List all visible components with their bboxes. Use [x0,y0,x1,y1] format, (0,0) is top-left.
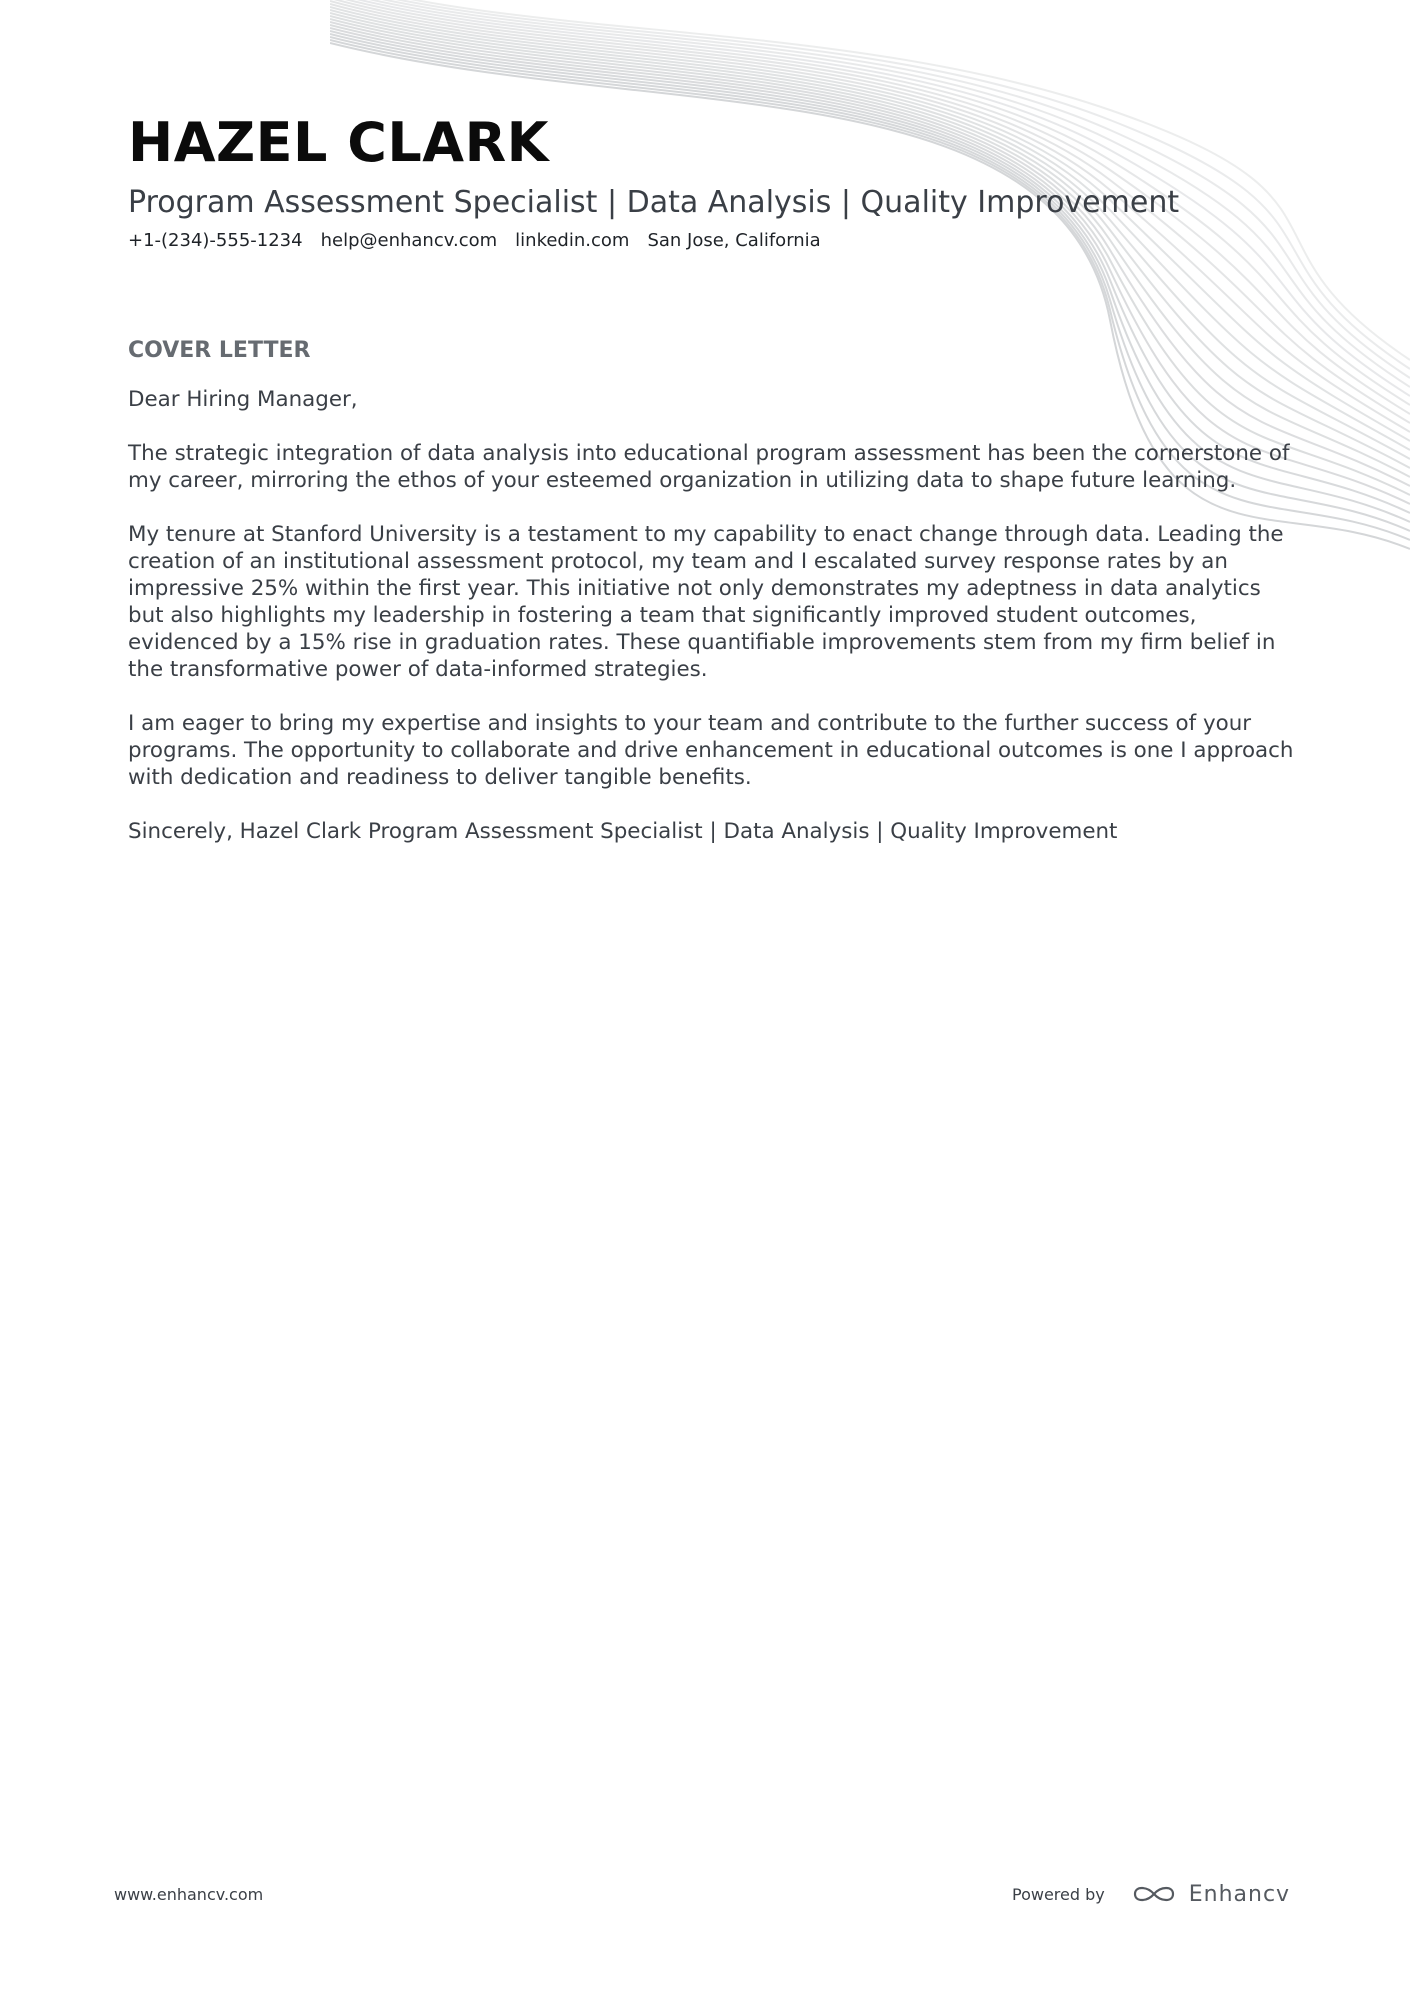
contact-email[interactable]: help@enhancv.com [320,230,498,251]
letter-closing: Sincerely, Hazel Clark Program Assessment Specialist | Data Analysis | Quality Improvement [128,819,1118,844]
letter-paragraph: The strategic integration of data analysis into educational program assessment has been the cornerstone of my career, mirroring the ethos of your esteemed organization in utilizing data to shape future learning. [128,441,1290,493]
enhancv-logo-icon [1131,1882,1177,1906]
contact-location: San Jose, California [647,230,821,251]
candidate-headline: Program Assessment Specialist | Data Analysis | Quality Improvement [128,185,1180,220]
footer-website-link[interactable]: www.enhancv.com [114,1885,264,1904]
letter-paragraph: My tenure at Stanford University is a testament to my capability to enact change through data. Leading the creation of an institutional assessment protocol, my team and I escalated survey response rates by an impressive 25% within the first year. This initiative not only demonstrates my adeptness in data analytics but also highlights my leadership in fostering a team that significantly improved student outcomes, evidenced by a 15% rise in graduation rates. These quantifiable improvements stem from my firm belief in the transformative power of data-informed strategies. [128,522,1284,682]
contact-info [128,228,1298,254]
enhancv-brand-name: Enhancv [1188,1881,1291,1907]
letter-salutation: Dear Hiring Manager, [128,387,358,412]
contact-linkedin[interactable]: linkedin.com [515,230,630,251]
cover-letter-text [128,386,1298,845]
powered-by-label: Powered by [1012,1884,1105,1904]
candidate-name: HAZEL CLARK [128,111,549,174]
document-body [128,108,1298,872]
letter-paragraph: I am eager to bring my expertise and insights to your team and contribute to the further success of your programs. The opportunity to collaborate and drive enhancement in educational outcomes is one I approach with dedication and readiness to deliver tangible benefits. [128,711,1294,790]
footer-branding[interactable] [1012,1877,1290,1911]
section-title-cover-letter: COVER LETTER [128,338,311,363]
contact-phone[interactable]: +1-(234)-555-1234 [128,230,303,251]
